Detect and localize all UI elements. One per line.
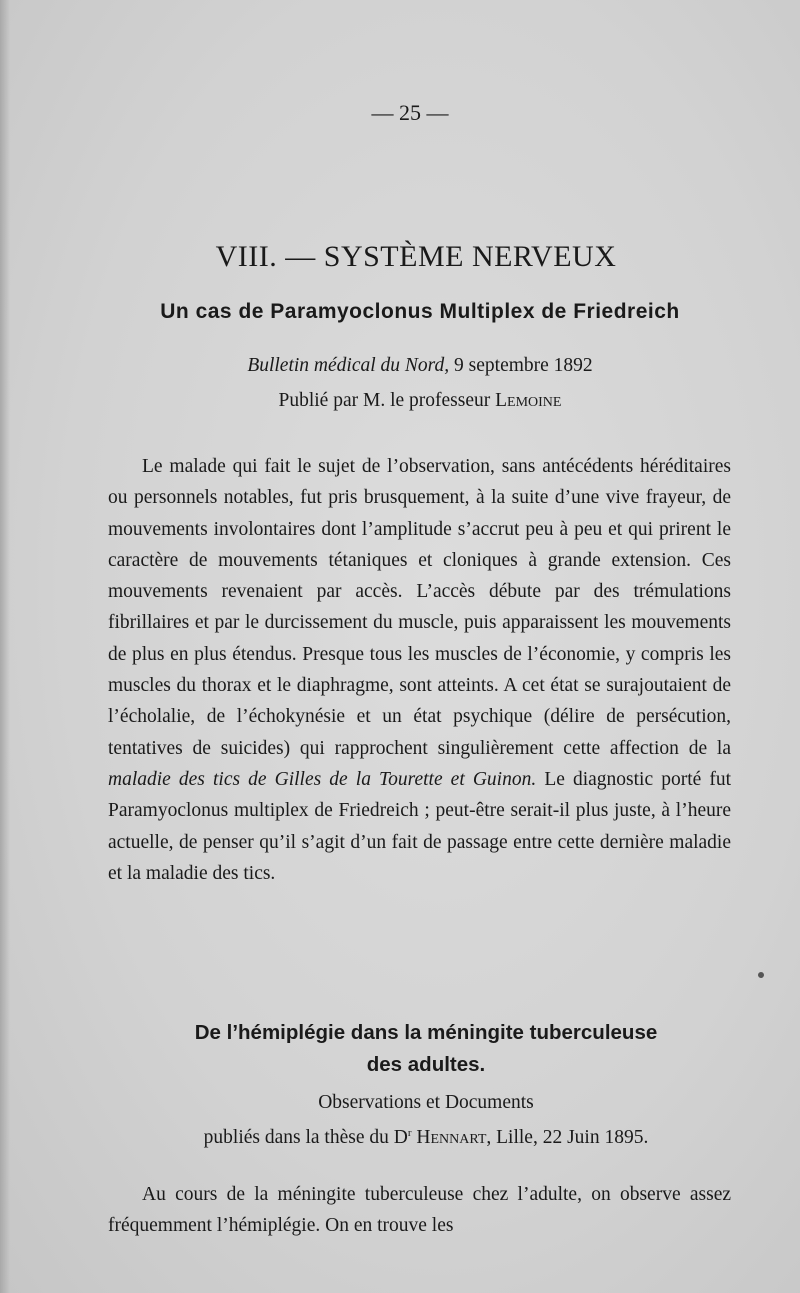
thesis-author: Hennart: [416, 1127, 487, 1148]
article2-thesis-line: [0, 1127, 800, 1149]
article-byline: [0, 390, 800, 412]
page-number: — 25 —: [371, 100, 449, 125]
body-text-italic: maladie des tics de Gilles de la Tourette et Guinon.: [108, 768, 537, 790]
article2-body-paragraph: Au cours de la méningite tuberculeuse chez l’adulte, on observe assez fréquemment l’hémiplégie. On en trouve les: [108, 1184, 731, 1237]
thesis-prefix: publiés dans la thèse du D: [203, 1127, 408, 1148]
article2-title-line1: De l’hémiplégie dans la méningite tuberculeuse: [194, 1021, 658, 1044]
article-source: [0, 355, 800, 377]
body-text-part2: Le diagnostic porté fut Paramyoclonus multiplex de Friedreich ; peut-être serait-il plus juste, à l’heure actuelle, de penser qu’il s’agit d’un fait de passage entre cette dernière maladie et la maladie des tics.: [108, 768, 732, 884]
source-journal: Bulletin médical du Nord,: [247, 355, 450, 376]
byline-prefix: Publié par M. le professeur: [278, 390, 491, 411]
ink-speck: [758, 972, 764, 978]
article2-subtitle: Observations et Documents: [318, 1092, 534, 1113]
thesis-sup: r: [407, 1127, 412, 1139]
section-title: VIII. — SYSTÈME NERVEUX: [215, 240, 617, 273]
article2-title: [0, 1017, 800, 1081]
article2-title-line2: des adultes.: [366, 1053, 486, 1076]
source-date: 9 septembre 1892: [454, 355, 593, 376]
article-body-paragraph: [108, 451, 731, 889]
article-title: Un cas de Paramyoclonus Multiplex de Friedreich: [160, 300, 680, 323]
thesis-suffix: , Lille, 22 Juin 1895.: [486, 1127, 649, 1148]
body-text-part1: Le malade qui fait le sujet de l’observation, sans antécédents héréditaires ou personnels notables, fut pris brusquement, à la suite d’une vive frayeur, de mouvements involontaires dont l’amplitude s’accrut peu à peu et qui prirent le caractère de mouvements tétaniques et cloniques à grande extension. Ces mouvements revenaient par accès. L’accès débute par des trémulations fibrillaires et par le durcissement du muscle, puis apparaissent les mouvements de plus en plus étendus. Presque tous les muscles de l’économie, y compris les muscles du thorax et le diaphragme, sont atteints. A cet état se surajoutaient de l’écholalie, de l’échokynésie et un état psychique (délire de persécution, tentatives de suicides) qui rapprochent singulièrement cette affection de la: [108, 456, 731, 759]
byline-author: Lemoine: [495, 390, 562, 411]
